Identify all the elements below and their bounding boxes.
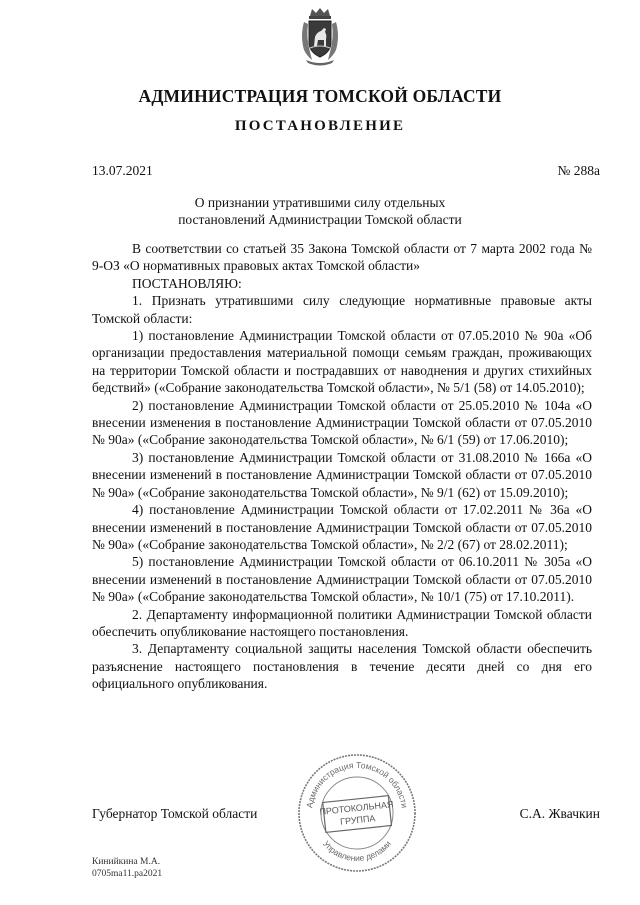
stamp-ring-bottom: Управление делами — [321, 838, 393, 864]
clause-3: 3. Департаменту социальной защиты населения Томской области обеспечить разъяснение настоящего постановления в течение десяти дней со дня его официального опубликования. — [92, 641, 592, 692]
executor-ref: 0705ma11.pa2021 — [92, 869, 163, 879]
tomsk-coat-of-arms-icon — [298, 6, 342, 66]
clause-1: 1. Признать утратившими силу следующие нормативные правовые акты Томской области: — [92, 293, 592, 326]
clause-1-item-2: 2) постановление Администрации Томской области от 25.05.2010 № 104а «О внесении изменения в постановление Администрации Томской области от 07.05.2010 № 90а» («Собрание законодательства Томской области», № 6/1 (59) от 17.06.2010); — [92, 397, 592, 448]
clause-1-item-1: 1) постановление Администрации Томской области от 07.05.2010 № 90а «Об организации предоставления материальной помощи семьям граждан, проживающих на территории Томской области и пострадавших от наводнения и других стихийных бедствий» («Собрание законодательства Томской области», № 5/1 (58) от 14.05.2010); — [92, 328, 592, 396]
document-type: ПОСТАНОВЛЕНИЕ — [234, 118, 406, 134]
executor-block — [92, 856, 162, 880]
stamp-center-line-2: ГРУППА — [339, 813, 376, 827]
resolve-heading: ПОСТАНОВЛЯЮ: — [132, 275, 242, 291]
document-subject — [0, 194, 640, 228]
document-date: 13.07.2021 — [92, 163, 153, 178]
document-number: № 288а — [557, 163, 600, 178]
signatory-position: Губернатор Томской области — [92, 806, 258, 821]
intro-paragraph: В соответствии со статьей 35 Закона Томской области от 7 марта 2002 года № 9-ОЗ «О нормативных правовых актах Томской области» — [92, 241, 592, 274]
stamp-ring-top: Администрация Томской области — [304, 759, 410, 809]
official-stamp — [296, 752, 418, 874]
stamp-center-line-1: ПРОТОКОЛЬНАЯ — [319, 799, 394, 817]
clause-1-item-4: 4) постановление Администрации Томской области от 17.02.2011 № 36а «О внесении изменений в постановление Администрации Томской области от 07.05.2010 № 90а» («Собрание законодательства Томской области», № 2/2 (67) от 28.02.2011); — [92, 502, 592, 552]
clause-1-item-3: 3) постановление Администрации Томской области от 31.08.2010 № 166а «О внесении изменений в постановление Администрации Томской области от 07.05.2010 № 90а» («Собрание законодательства Томской области», № 9/1 (62) от 15.09.2010); — [92, 449, 592, 500]
clause-2: 2. Департаменту информационной политики Администрации Томской области обеспечить опубликование настоящего постановления. — [92, 606, 592, 639]
signatory-name: С.А. Жвачкин — [519, 806, 600, 821]
clause-1-item-5: 5) постановление Администрации Томской области от 06.10.2011 № 305а «О внесении изменений в постановление Администрации Томской области от 07.05.2010 № 90а» («Собрание законодательства Томской области», № 10/1 (75) от 17.10.2011). — [92, 554, 592, 605]
organization-title: АДМИНИСТРАЦИЯ ТОМСКОЙ ОБЛАСТИ — [138, 86, 502, 106]
svg-text:Управление делами — [321, 839, 393, 863]
document-body — [92, 240, 592, 693]
subject-line: постановлений Администрации Томской области — [178, 212, 462, 227]
subject-line: О признании утратившими силу отдельных — [194, 195, 446, 210]
executor-name: Кинийкина М.А. — [92, 857, 161, 867]
